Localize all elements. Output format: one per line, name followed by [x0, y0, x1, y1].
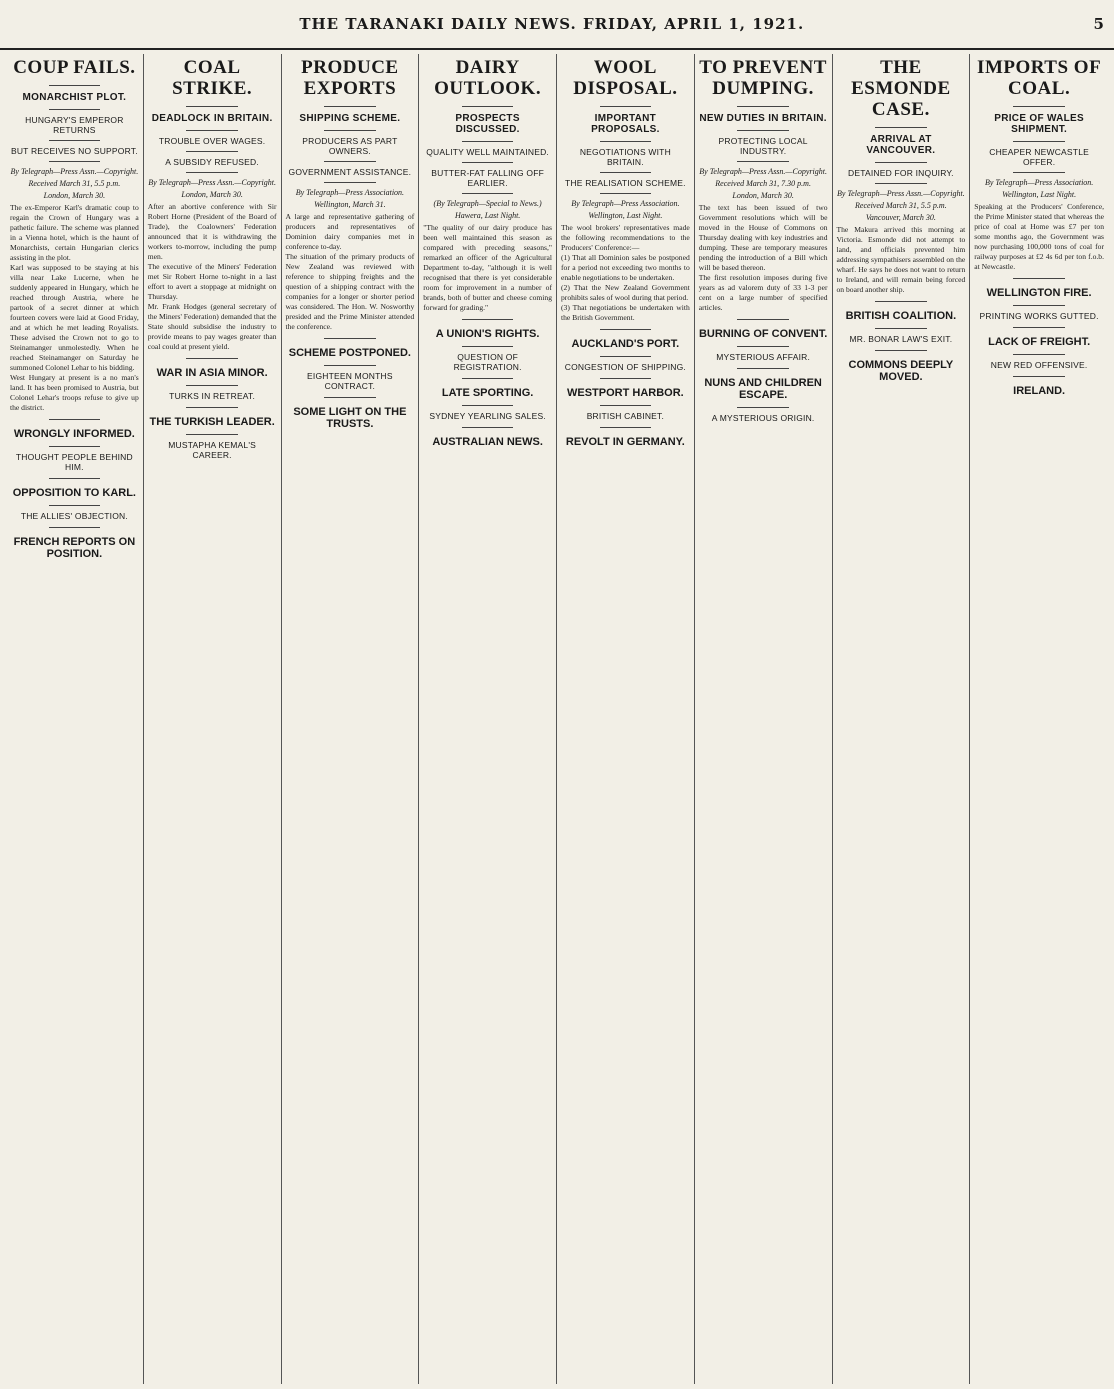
rule-divider — [324, 182, 376, 183]
page-number: 5 — [1093, 15, 1104, 33]
section-heading: MYSTERIOUS AFFAIR. — [716, 351, 811, 362]
rule-divider — [875, 183, 927, 184]
rule-divider — [49, 85, 101, 86]
rule-divider — [462, 141, 514, 142]
subheading: BUTTER-FAT FALLING OFF EARLIER. — [431, 167, 544, 188]
rule-divider — [49, 419, 101, 420]
news-column — [695, 54, 833, 1384]
section-heading: THE TURKISH LEADER. — [149, 416, 275, 429]
credit-line: By Telegraph—Press Association. — [295, 187, 405, 197]
article-body: "The quality of our dairy produce has been well maintained this season as compared with preceding seasons," remarked an officer of the Agricultural Department to-day, "although it is well recognised that there is yet considerable room for improvement in a number of brands, both of butter and cheese coming forward for grading." — [423, 222, 552, 312]
rule-divider — [600, 106, 652, 107]
rule-divider — [462, 106, 514, 107]
subheading: NEGOTIATIONS WITH BRITAIN. — [579, 146, 671, 167]
subheading: DEADLOCK IN BRITAIN. — [151, 112, 273, 124]
article-body: The ex-Emperor Karl's dramatic coup to regain the Crown of Hungary was a pathetic failure. The scheme was planned in a Vienna hotel, which is the haunt of Monarchists, certain Hungarian clerics assisting in the plot. Karl was supposed to be staying at his villa near Lake Lucerne, when he suddenly appeared in Hungary, which he reached through Austria, where he partook of a secret dinner at which fourteen covers were laid at Good Friday, and at which he met leading Royalists. These advised the Crown not to go to Steinamanger unmolestedly. When he reached Steinamanger on Saturday he summoned Colonel Lehar to his bidding. West Hungary at present is a no man's land. It has been promised to Austria, but Colonel Lehar's troops refuse to give up the district. — [10, 202, 139, 413]
section-heading: THE ALLIES' OBJECTION. — [20, 511, 128, 522]
rule-divider — [600, 378, 652, 379]
column-headline: IMPORTS OF COAL. — [977, 57, 1102, 99]
rule-divider — [462, 427, 514, 428]
section-heading: A MYSTERIOUS ORIGIN. — [711, 412, 815, 423]
subheading: A SUBSIDY REFUSED. — [165, 156, 259, 167]
masthead — [0, 0, 1114, 50]
rule-divider — [324, 130, 376, 131]
rule-divider — [600, 141, 652, 142]
rule-divider — [49, 478, 101, 479]
rule-divider — [186, 151, 238, 152]
news-column — [419, 54, 557, 1384]
rule-divider — [462, 193, 514, 194]
section-heading: COMMONS DEEPLY MOVED. — [848, 358, 954, 383]
rule-divider — [600, 193, 652, 194]
dateline: Wellington, Last Night. — [1002, 189, 1077, 199]
rule-divider — [186, 172, 238, 173]
rule-divider — [875, 328, 927, 329]
section-heading: IRELAND. — [1013, 384, 1066, 397]
section-heading: MUSTAPHA KEMAL'S CAREER. — [168, 440, 257, 461]
rule-divider — [186, 358, 238, 359]
subheading: HUNGARY'S EMPEROR RETURNS — [25, 114, 124, 135]
section-heading: WESTPORT HARBOR. — [567, 386, 684, 399]
section-heading: MR. BONAR LAW'S EXIT. — [849, 333, 953, 344]
subheading: MONARCHIST PLOT. — [22, 91, 127, 103]
credit-line: By Telegraph—Press Association. — [984, 177, 1094, 187]
subheading: NEW DUTIES IN BRITAIN. — [699, 112, 827, 124]
rule-divider — [875, 127, 927, 128]
rule-divider — [186, 434, 238, 435]
credit-line: By Telegraph—Press Assn.—Copyright. — [148, 177, 276, 187]
credit-line: By Telegraph—Press Assn.—Copyright. — [699, 166, 827, 176]
rule-divider — [324, 338, 376, 339]
section-heading: AUSTRALIAN NEWS. — [432, 435, 543, 448]
section-heading: SCHEME POSTPONED. — [288, 346, 411, 359]
section-heading: NEW RED OFFENSIVE. — [990, 359, 1088, 370]
subheading: PROTECTING LOCAL INDUSTRY. — [718, 135, 808, 156]
news-column — [6, 54, 144, 1384]
section-heading: BURNING OF CONVENT. — [698, 327, 828, 340]
rule-divider — [462, 405, 514, 406]
credit-line: By Telegraph—Press Assn.—Copyright. — [10, 166, 139, 176]
rule-divider — [875, 301, 927, 302]
rule-divider — [1013, 172, 1065, 173]
rule-divider — [737, 130, 789, 131]
section-heading: WELLINGTON FIRE. — [986, 286, 1092, 299]
rule-divider — [462, 378, 514, 379]
newspaper-columns — [6, 54, 1108, 1384]
column-headline: DAIRY OUTLOOK. — [434, 57, 542, 99]
section-heading: EIGHTEEN MONTHS CONTRACT. — [307, 370, 393, 391]
section-heading: QUESTION OF REGISTRATION. — [453, 351, 522, 372]
rule-divider — [1013, 106, 1065, 107]
section-heading: LACK OF FREIGHT. — [988, 335, 1091, 348]
column-headline: WOOL DISPOSAL. — [573, 57, 678, 99]
rule-divider — [186, 385, 238, 386]
section-heading: CONGESTION OF SHIPPING. — [564, 361, 686, 372]
subheading: BUT RECEIVES NO SUPPORT. — [10, 145, 138, 156]
section-heading: TURKS IN RETREAT. — [169, 391, 256, 402]
rule-divider — [737, 346, 789, 347]
dateline: London, March 30. — [181, 189, 243, 199]
subheading: DETAINED FOR INQUIRY. — [848, 167, 954, 178]
rule-divider — [49, 505, 101, 506]
column-headline: THE ESMONDE CASE. — [851, 57, 951, 120]
credit-line: By Telegraph—Press Association. — [571, 198, 680, 208]
subheading: THE REALISATION SCHEME. — [565, 177, 686, 188]
section-heading: REVOLT IN GERMANY. — [565, 435, 685, 448]
rule-divider — [49, 109, 101, 110]
column-headline: PRODUCE EXPORTS — [301, 57, 399, 99]
section-heading: WAR IN ASIA MINOR. — [156, 367, 268, 380]
rule-divider — [600, 172, 652, 173]
masthead-title: THE TARANAKI DAILY NEWS. FRIDAY, APRIL 1, 1921. — [299, 15, 805, 33]
received-line: Received March 31, 5.5 p.m. — [28, 178, 121, 188]
rule-divider — [324, 397, 376, 398]
dateline: Wellington, Last Night. — [588, 210, 663, 220]
rule-divider — [737, 407, 789, 408]
article-body: The wool brokers' representatives made the following recommendations to the Producers' Conference:— (1) That all Dominion sales be postponed for a period not exceeding two months to enable negotiations to be undertaken. (2) That the New Zealand Government prohibits sales of wool during that period. (3) That negotiations be undertaken with the British Government. — [561, 222, 690, 322]
rule-divider — [737, 368, 789, 369]
credit-line: (By Telegraph—Special to News.) — [433, 198, 542, 208]
received-line: Received March 31, 5.5 p.m. — [855, 200, 947, 210]
section-heading: NUNS AND CHILDREN ESCAPE. — [704, 376, 822, 401]
dateline: London, March 30. — [43, 190, 106, 200]
dateline: Hawera, Last Night. — [454, 210, 521, 220]
rule-divider — [186, 130, 238, 131]
rule-divider — [1013, 141, 1065, 142]
section-heading: THOUGHT PEOPLE BEHIND HIM. — [15, 452, 133, 473]
column-headline: TO PREVENT DUMPING. — [699, 57, 827, 99]
news-column — [557, 54, 695, 1384]
news-column — [144, 54, 282, 1384]
rule-divider — [600, 329, 652, 330]
rule-divider — [462, 319, 514, 320]
subheading: CHEAPER NEWCASTLE OFFER. — [989, 146, 1089, 167]
rule-divider — [324, 365, 376, 366]
rule-divider — [600, 427, 652, 428]
news-column — [970, 54, 1108, 1384]
article-body: The text has been issued of two Government resolutions which will be moved in the House of Commons on Thursday dealing with key industries and dumping. These are temporary measures pending the introduction of a Bill which will be based thereon. The first resolution imposes during five years as ad valorem duty of 33 1-3 per cent on a large number of specified articles. — [698, 202, 828, 312]
subheading: GOVERNMENT ASSISTANCE. — [288, 166, 412, 177]
rule-divider — [49, 446, 101, 447]
section-heading: BRITISH COALITION. — [845, 309, 957, 322]
rule-divider — [49, 161, 101, 162]
credit-line: By Telegraph—Press Assn.—Copyright. — [837, 188, 965, 198]
section-heading: LATE SPORTING. — [441, 386, 534, 399]
section-heading: SYDNEY YEARLING SALES. — [429, 410, 546, 421]
rule-divider — [49, 140, 101, 141]
news-column — [282, 54, 420, 1384]
rule-divider — [600, 356, 652, 357]
rule-divider — [875, 162, 927, 163]
rule-divider — [462, 346, 514, 347]
section-heading: BRITISH CABINET. — [586, 410, 665, 421]
subheading: QUALITY WELL MAINTAINED. — [426, 146, 549, 157]
rule-divider — [462, 162, 514, 163]
article-body: After an abortive conference with Sir Robert Horne (President of the Board of Trade), the Coalowners' Federation announced that it is withdrawing the workers to-morrow, including the pump men. The executive of the Miners' Federation met Sir Robert Horne to-night in a last effort to avert a stoppage at midnight on Thursday. Mr. Frank Hodges (general secretary of the Miners' Federation) demanded that the State should subsidise the industry to provide means to pay wages greater than coal could at present yield. — [147, 201, 277, 351]
subheading: IMPORTANT PROPOSALS. — [591, 112, 660, 135]
subheading: SHIPPING SCHEME. — [299, 112, 401, 124]
rule-divider — [1013, 327, 1065, 328]
rule-divider — [324, 106, 376, 107]
section-heading: WRONGLY INFORMED. — [13, 428, 135, 441]
section-heading: PRINTING WORKS GUTTED. — [979, 310, 1099, 321]
section-heading: OPPOSITION TO KARL. — [12, 487, 136, 500]
column-headline: COUP FAILS. — [13, 57, 136, 78]
rule-divider — [1013, 278, 1065, 279]
subheading: ARRIVAL AT VANCOUVER. — [866, 133, 936, 156]
article-body: A large and representative gathering of producers and representatives of Dominion dairy companies met in conference to-day. The situation of the primary products of New Zealand was reviewed with reference to shipping freights and the question of a shipping contract with the companies for a longer or shorter period was considered. The Hon. W. Nosworthy presided and the Prime Minister attended the conference. — [285, 211, 415, 331]
section-heading: AUCKLAND'S PORT. — [571, 337, 680, 350]
dateline: London, March 30. — [732, 190, 794, 200]
dateline: Vancouver, March 30. — [865, 212, 936, 222]
rule-divider — [1013, 354, 1065, 355]
rule-divider — [737, 161, 789, 162]
column-headline: COAL STRIKE. — [172, 57, 253, 99]
rule-divider — [1013, 305, 1065, 306]
rule-divider — [600, 405, 652, 406]
section-heading: FRENCH REPORTS ON POSITION. — [13, 536, 136, 561]
section-heading: SOME LIGHT ON THE TRUSTS. — [293, 405, 407, 430]
rule-divider — [186, 407, 238, 408]
news-column — [833, 54, 971, 1384]
article-body: Speaking at the Producers' Conference, the Prime Minister stated that whereas the price of coal at Home was £7 per ton some months ago, the Government was now purchasing 100,000 tons of coal for railway purposes at £2 4s 6d per ton f.o.b. at Newcastle. — [974, 201, 1104, 271]
rule-divider — [324, 161, 376, 162]
rule-divider — [737, 106, 789, 107]
subheading: PRODUCERS AS PART OWNERS. — [302, 135, 398, 156]
received-line: Received March 31, 7.30 p.m. — [715, 178, 811, 188]
subheading: TROUBLE OVER WAGES. — [158, 135, 266, 146]
subheading: PROSPECTS DISCUSSED. — [455, 112, 520, 135]
dateline: Wellington, March 31. — [314, 199, 386, 209]
section-heading: A UNION'S RIGHTS. — [435, 327, 540, 340]
rule-divider — [186, 106, 238, 107]
rule-divider — [875, 350, 927, 351]
rule-divider — [1013, 376, 1065, 377]
article-body: The Makura arrived this morning at Victoria. Esmonde did not attempt to land, and officials prevented him addressing sympathisers assembled on the wharf. He says he does not want to return to Ireland, and will remain being forced on board another ship. — [836, 224, 966, 294]
rule-divider — [49, 527, 101, 528]
rule-divider — [737, 319, 789, 320]
subheading: PRICE OF WALES SHIPMENT. — [994, 112, 1084, 135]
